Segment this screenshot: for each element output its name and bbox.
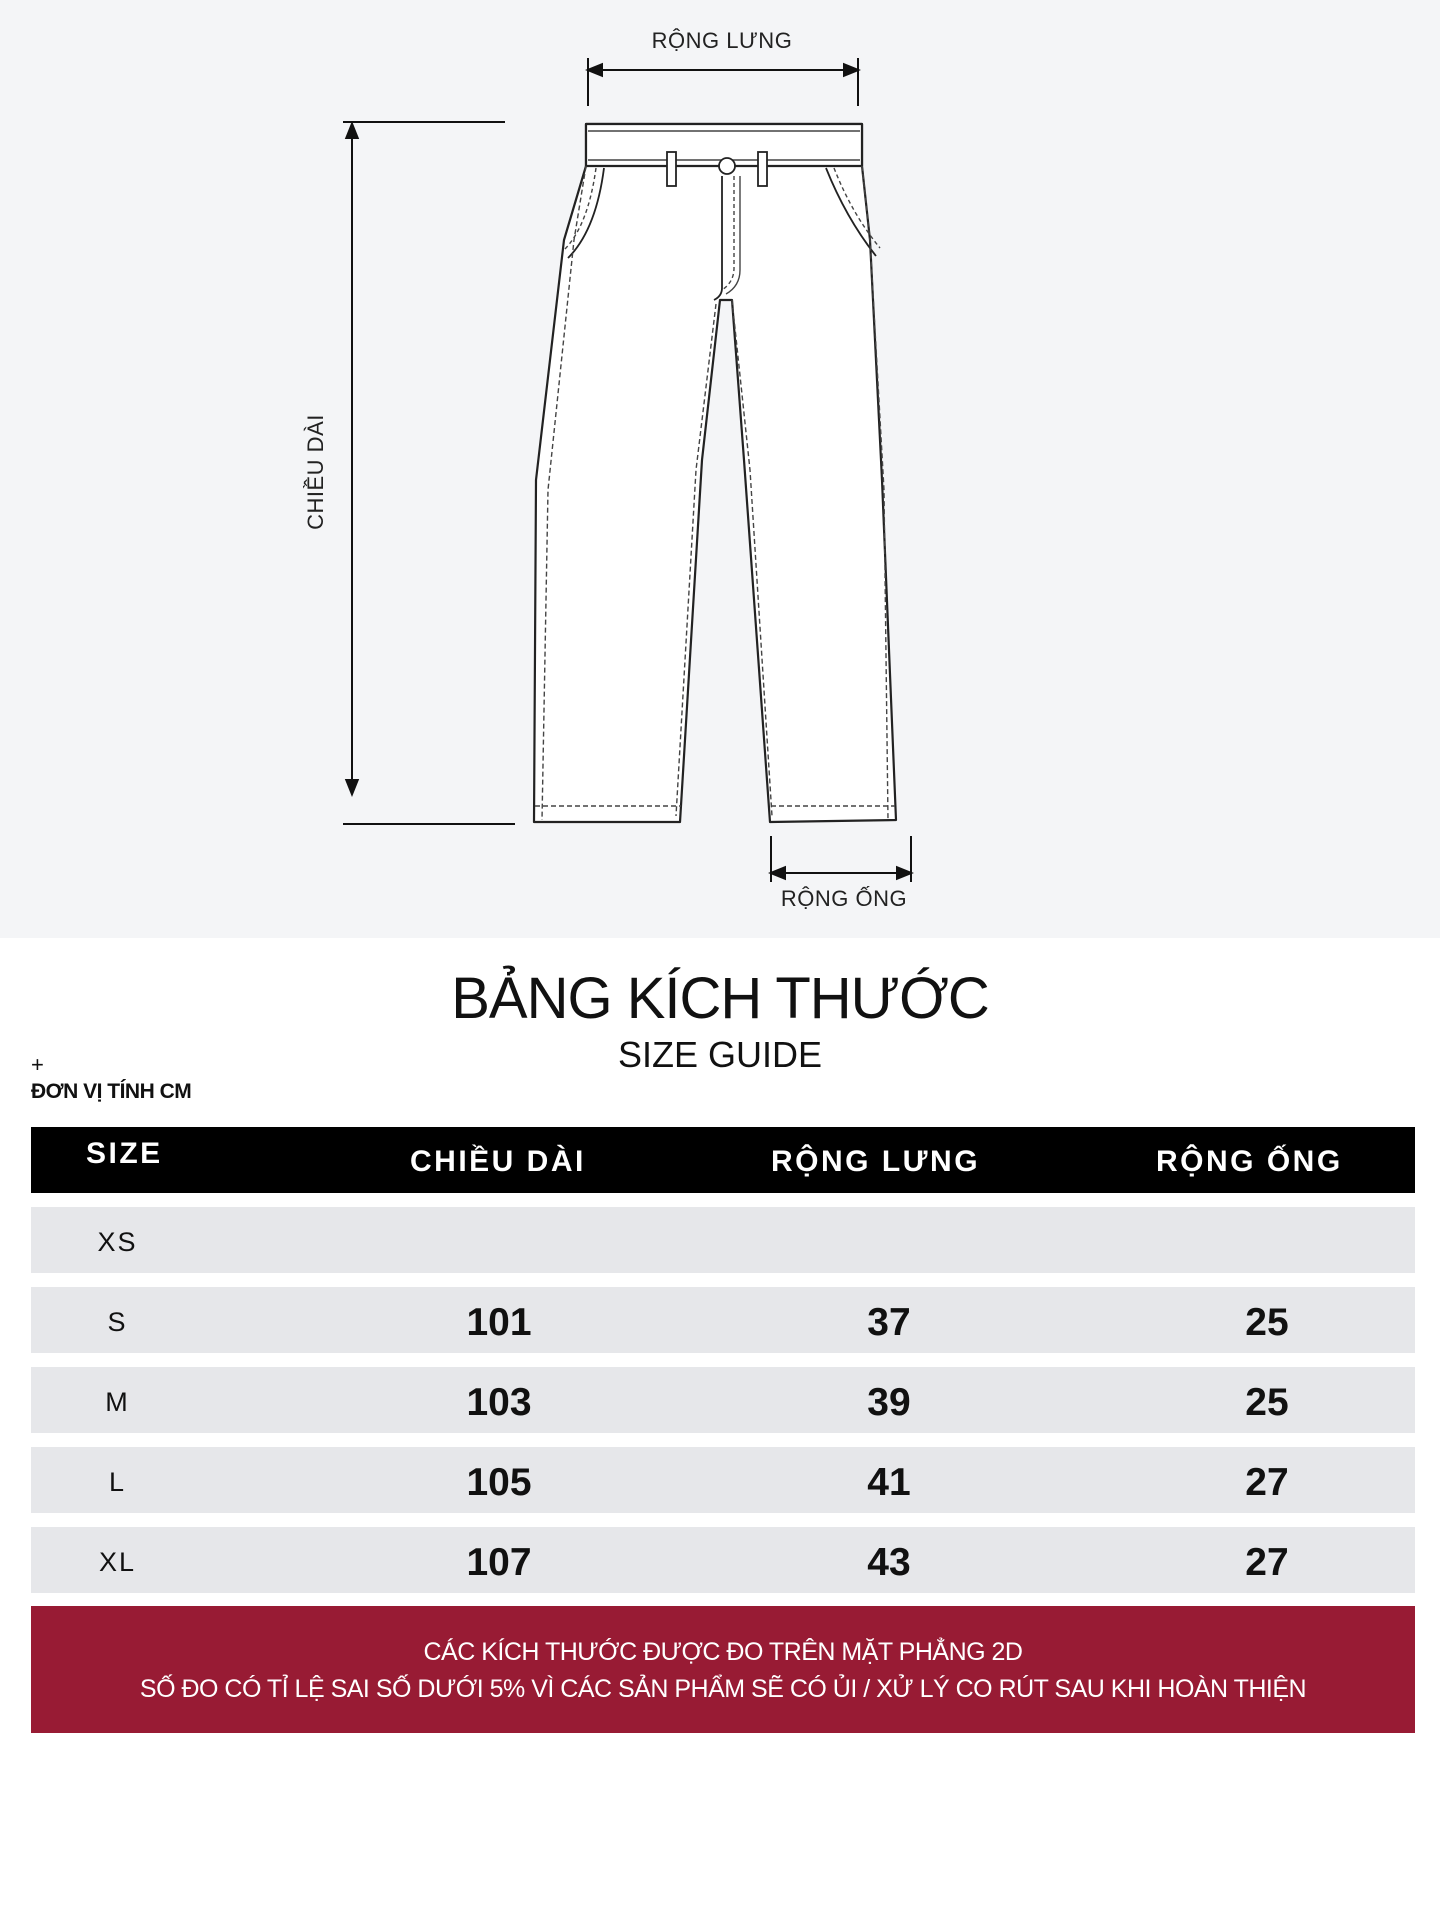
cell-size: XS xyxy=(97,1227,138,1257)
length-dimension-line xyxy=(343,122,515,824)
length-label: CHIỀU DÀI xyxy=(303,414,328,530)
note-line-1: CÁC KÍCH THƯỚC ĐƯỢC ĐO TRÊN MẶT PHẲNG 2D xyxy=(423,1638,1023,1666)
cell-waist: 43 xyxy=(867,1541,911,1584)
waist-label: RỘNG LƯNG xyxy=(651,28,793,53)
note-line-2: SỐ ĐO CÓ TỈ LỆ SAI SỐ DƯỚI 5% VÌ CÁC SẢN PHẨM SẼ CÓ ỦI / XỬ LÝ CO RÚT SAU KHI HOÀN THIỆN xyxy=(139,1675,1307,1703)
cell-waist: 37 xyxy=(867,1301,911,1344)
pants-diagram xyxy=(0,0,1440,938)
pants-illustration xyxy=(0,0,1440,938)
header-length: CHIỀU DÀI xyxy=(410,1145,586,1178)
table-row xyxy=(31,1527,1415,1593)
header-hem: RỘNG ỐNG xyxy=(1156,1145,1343,1178)
table-row xyxy=(31,1367,1415,1433)
unit-note: ĐƠN VỊ TÍNH CM xyxy=(31,1080,192,1103)
cell-size: M xyxy=(105,1387,130,1417)
cell-waist: 41 xyxy=(867,1461,911,1504)
table-row xyxy=(31,1287,1415,1353)
page-subtitle: SIZE GUIDE xyxy=(617,1034,823,1075)
header-size: SIZE xyxy=(86,1137,163,1170)
page-title: BẢNG KÍCH THƯỚC xyxy=(451,966,989,1031)
cell-hem: 27 xyxy=(1245,1541,1289,1584)
cell-length: 105 xyxy=(466,1461,532,1504)
hem-dimension-line xyxy=(771,836,911,882)
header-waist: RỘNG LƯNG xyxy=(771,1145,981,1178)
cell-length: 101 xyxy=(466,1301,532,1344)
table-header xyxy=(31,1127,1415,1193)
cell-hem: 25 xyxy=(1245,1381,1289,1424)
plus-icon: + xyxy=(31,1052,44,1077)
hem-label: RỘNG ỐNG xyxy=(780,886,908,911)
table-row xyxy=(31,1447,1415,1513)
cell-size: L xyxy=(108,1467,127,1497)
cell-size: S xyxy=(107,1307,128,1337)
cell-length: 103 xyxy=(466,1381,532,1424)
cell-hem: 27 xyxy=(1245,1461,1289,1504)
cell-hem: 25 xyxy=(1245,1301,1289,1344)
cell-size: XL xyxy=(98,1547,137,1577)
cell-length: 107 xyxy=(466,1541,532,1584)
waist-dimension-line xyxy=(588,58,858,106)
measurement-note-banner xyxy=(31,1606,1415,1733)
table-row xyxy=(31,1207,1415,1273)
cell-waist: 39 xyxy=(867,1381,911,1424)
